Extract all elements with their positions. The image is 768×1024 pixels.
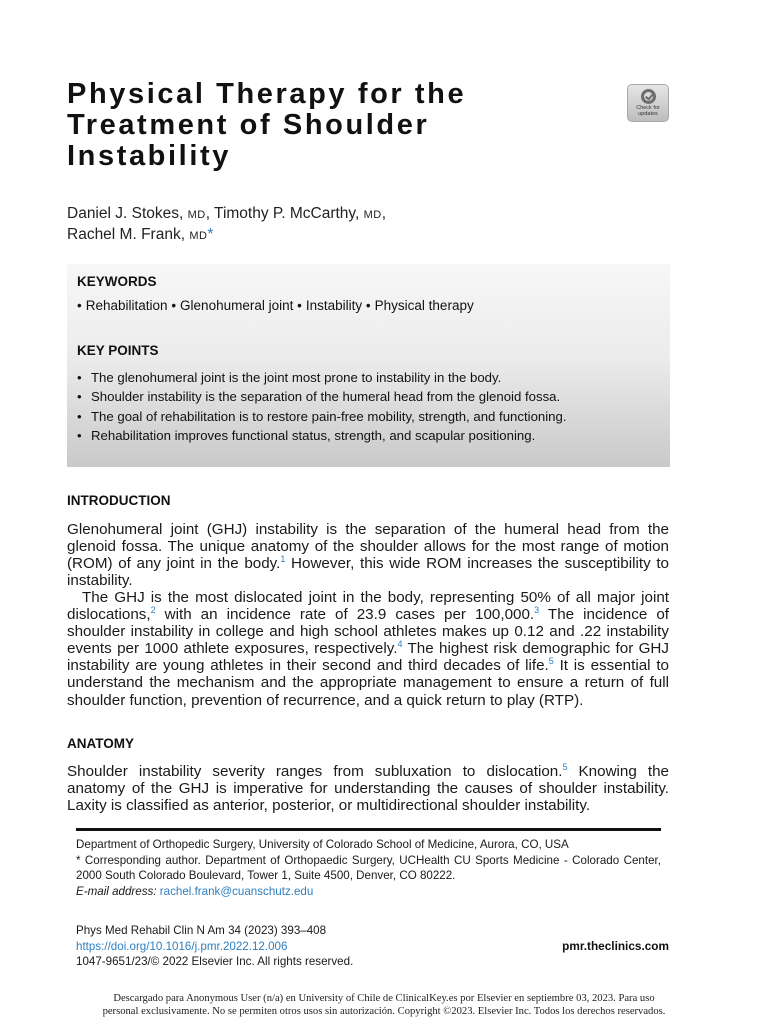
keyword: Instability: [305, 298, 363, 313]
footnote-divider: [76, 828, 661, 831]
journal-citation: Phys Med Rehabil Clin N Am 34 (2023) 393–408: [76, 924, 327, 937]
author-name: , Timothy P. McCarthy,: [205, 205, 364, 222]
key-point: • The glenohumeral joint is the joint most prone to instability in the body.: [77, 368, 567, 387]
corresponding-author-marker[interactable]: *: [207, 226, 214, 243]
key-point: • Rehabilitation improves functional status, strength, and scapular positioning.: [77, 426, 567, 445]
keyword: Rehabilitation: [85, 298, 168, 313]
reference-link[interactable]: 5: [548, 656, 554, 667]
key-point: • Shoulder instability is the separation of the humeral head from the glenoid fossa.: [77, 387, 567, 406]
doi-link[interactable]: https://doi.org/10.1016/j.pmr.2022.12.006: [76, 939, 288, 953]
reference-link[interactable]: 1: [280, 554, 286, 565]
introduction-paragraph-2: The GHJ is the most dislocated joint in the body, representing 50% of all major joint dislocations,$^2$ with an incidence rate of 23.9 cases per 100,000.$^3$ The incidence of shoulder instability in college and high school athletes makes up 0.12 and .22 instability events per 1000 athlete exposures, respectively.$^4$ The highest risk demographic for GHJ instability are young athletes in their second and third decades of life.$^5$ It is essential to understand the mechanism and the appropriate management to ensure a return of full shoulder function, prevention of recurrence, and a quick return to play (RTP).: [67, 589, 669, 709]
author-name: Daniel J. Stokes,: [67, 205, 188, 222]
reference-link[interactable]: 4: [397, 639, 403, 650]
issn-copyright: 1047-9651/23/© 2022 Elsevier Inc. All rights reserved.: [76, 955, 354, 969]
keyword: Glenohumeral joint: [180, 298, 294, 313]
download-notice: Descargado para Anonymous User (n/a) en University of Chile de ClinicalKey.es por Elsevier en septiembre 03, 2023. Para uso personal exclusivamente. No se permiten otros usos sin autorización. Copyright ©2023. Elsevier Inc. Todos los derechos reservados.: [102, 993, 666, 1017]
check-for-updates-label: Check for updates: [636, 105, 660, 117]
corresponding-author-note: * Corresponding author. Department of Orthopaedic Surgery, UCHealth CU Sports Medicine - Colorado Center, 2000 South Colorado Boulevard, Tower 1, Suite 4500, Denver, CO 80222.: [76, 853, 661, 882]
anatomy-heading: ANATOMY: [67, 736, 134, 751]
citation-block: [76, 923, 436, 970]
key-points-label: KEY POINTS: [77, 343, 159, 358]
check-for-updates-icon: [641, 89, 656, 104]
email-link[interactable]: rachel.frank@cuanschutz.edu: [159, 884, 314, 898]
author-degree: MD: [187, 209, 206, 221]
introduction-paragraph-1: Glenohumeral joint (GHJ) instability is the separation of the humeral head from the glenoid fossa. The unique anatomy of the shoulder allows for the most range of motion (ROM) of any joint in the body.$^1$ However, this wide ROM increases the susceptibility to instability.: [67, 521, 669, 590]
keywords-list: • Rehabilitation • Glenohumeral joint • Instability • Physical therapy: [77, 298, 474, 313]
reference-link[interactable]: 2: [150, 605, 156, 616]
key-points-list: [77, 368, 567, 445]
check-for-updates-badge[interactable]: [627, 84, 669, 122]
keyword: Physical therapy: [374, 298, 474, 313]
article-title: Physical Therapy for the Treatment of Shoulder Instability: [67, 78, 467, 172]
anatomy-paragraph: Shoulder instability severity ranges from subluxation to dislocation.$^5$ Knowing the anatomy of the GHJ is imperative for understanding the causes of shoulder instability. Laxity is classified as anterior, posterior, or multidirectional shoulder instability.: [67, 761, 670, 815]
reference-link[interactable]: 5: [562, 761, 568, 772]
journal-site-link[interactable]: pmr.theclinics.com: [562, 939, 669, 953]
affiliation-footnote: [76, 837, 661, 899]
reference-link[interactable]: 3: [534, 605, 540, 616]
introduction-heading: INTRODUCTION: [67, 493, 171, 508]
author-name: Rachel M. Frank,: [67, 226, 190, 243]
author-list: Daniel J. Stokes, MD, Timothy P. McCarthy, MD, Rachel M. Frank, MD*: [67, 205, 387, 243]
department: Department of Orthopedic Surgery, University of Colorado School of Medicine, Aurora, CO, USA: [76, 838, 569, 851]
key-point: • The goal of rehabilitation is to restore pain-free mobility, strength, and functioning.: [77, 407, 567, 426]
keywords-keypoints-box: [67, 264, 670, 467]
author-degree: MD: [189, 230, 208, 242]
author-degree: MD: [363, 209, 382, 221]
keywords-label: KEYWORDS: [77, 274, 157, 289]
email-label: E-mail address:: [76, 884, 160, 898]
